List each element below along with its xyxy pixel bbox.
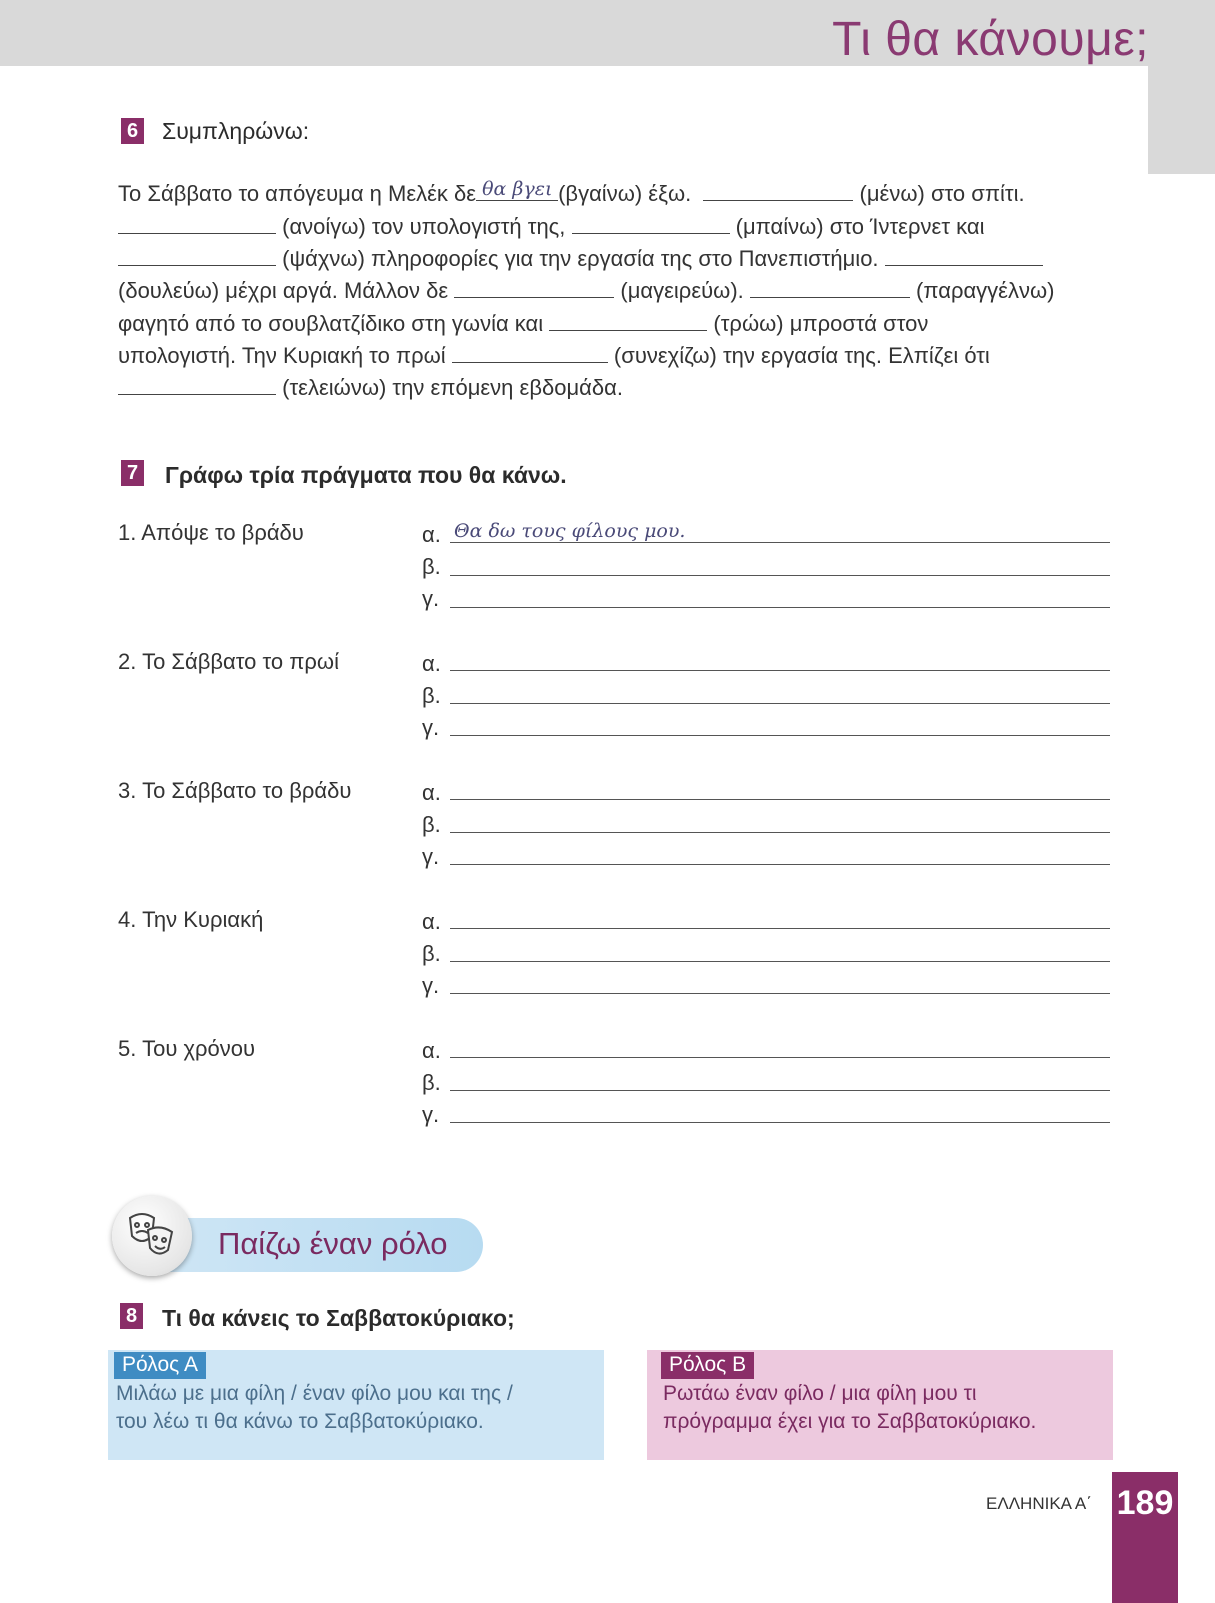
- text-segment: (μένω) στο σπίτι.: [859, 181, 1025, 206]
- option-label: α.: [422, 651, 441, 676]
- blank-field[interactable]: [703, 180, 853, 201]
- text-segment: (μπαίνω) στο Ίντερνετ και: [735, 214, 985, 239]
- fill-line-5: [118, 310, 928, 338]
- option-label: γ.: [422, 715, 440, 740]
- answer-line[interactable]: [450, 1035, 1110, 1058]
- text-segment: (ψάχνω) πληροφορίες για την εργασία της στο Πανεπιστήμιο.: [282, 246, 879, 271]
- fill-line-4: [118, 277, 1055, 305]
- role-a-line: του λέω τι θα κάνω το Σαββατοκύριακο.: [116, 1410, 484, 1433]
- header-side-tab: [1148, 66, 1215, 174]
- text-segment: (δουλεύω) μέχρι αργά. Μάλλον δε: [118, 278, 449, 303]
- answer-line[interactable]: [450, 1100, 1110, 1123]
- handwritten-answer: Θα δω τους φίλους μου.: [454, 520, 686, 542]
- blank-field[interactable]: [452, 342, 608, 363]
- exercise-6-heading: Συμπληρώνω:: [162, 118, 310, 144]
- blank-field[interactable]: [549, 310, 707, 331]
- answer-line[interactable]: [450, 1068, 1110, 1091]
- text-segment: (συνεχίζω) την εργασία της. Ελπίζει ότι: [613, 343, 990, 368]
- role-b-text: [663, 1380, 1036, 1436]
- role-b-card: [647, 1350, 1113, 1460]
- question-label: 1. Απόψε το βράδυ: [118, 520, 304, 545]
- exercise-7-badge: 7: [121, 460, 144, 486]
- role-b-tag: Ρόλος Β: [661, 1352, 754, 1379]
- role-a-line: Μιλάω με μια φίλη / έναν φίλο μου και της /: [116, 1382, 513, 1405]
- option-label: γ.: [422, 1102, 440, 1127]
- text-segment: (παραγγέλνω): [916, 278, 1055, 303]
- answer-line[interactable]: [450, 553, 1110, 576]
- role-b-line: πρόγραμμα έχει για το Σαββατοκύριακο.: [663, 1410, 1037, 1433]
- text-segment: (μαγειρεύω).: [620, 278, 744, 303]
- blank-field[interactable]: [118, 374, 276, 395]
- page-title: Τι θα κάνουμε;: [832, 13, 1149, 66]
- blank-field[interactable]: [454, 277, 614, 298]
- exercise-7-heading: Γράφω τρία πράγματα που θα κάνω.: [165, 462, 567, 488]
- text-segment: (ανοίγω) τον υπολογιστή της,: [282, 214, 566, 239]
- answer-line[interactable]: [450, 906, 1110, 929]
- exercise-8-heading: Τι θα κάνεις το Σαββατοκύριακο;: [162, 1305, 515, 1331]
- roleplay-title: Παίζω έναν ρόλο: [218, 1226, 448, 1261]
- text-segment: φαγητό από το σουβλατζίδικο στη γωνία και: [118, 311, 544, 336]
- answer-line[interactable]: [450, 713, 1110, 736]
- question-label: 3. Το Σάββατο το βράδυ: [118, 778, 352, 803]
- answer-line[interactable]: [450, 681, 1110, 704]
- exercise-8-badge: 8: [120, 1303, 143, 1329]
- role-a-card: [108, 1350, 604, 1460]
- blank-field[interactable]: [118, 245, 276, 266]
- text-segment: (τελειώνω) την επόμενη εβδομάδα.: [282, 375, 623, 400]
- answer-line[interactable]: [450, 810, 1110, 833]
- answer-line[interactable]: [450, 585, 1110, 608]
- option-label: β.: [422, 941, 441, 966]
- option-label: β.: [422, 1070, 441, 1095]
- option-label: α.: [422, 909, 441, 934]
- option-label: β.: [422, 683, 441, 708]
- text-segment: (τρώω) μπροστά στον: [713, 311, 929, 336]
- question-label: 2. Το Σάββατο το πρωί: [118, 649, 339, 674]
- handwritten-answer: θα βγει: [482, 178, 553, 200]
- option-label: α.: [422, 780, 441, 805]
- fill-line-2: [118, 213, 984, 241]
- book-title: ΕΛΛΗΝΙΚΑ Α΄: [986, 1494, 1092, 1513]
- answer-line[interactable]: [450, 842, 1110, 865]
- blank-field[interactable]: [750, 277, 910, 298]
- option-label: β.: [422, 812, 441, 837]
- blank-field[interactable]: [572, 213, 730, 234]
- question-label: 5. Του χρόνου: [118, 1036, 256, 1061]
- role-b-line: Ρωτάω έναν φίλο / μια φίλη μου τι: [663, 1382, 977, 1405]
- fill-line-1: [118, 180, 1025, 208]
- option-label: γ.: [422, 586, 440, 611]
- blank-field[interactable]: [118, 213, 276, 234]
- option-label: α.: [422, 1038, 441, 1063]
- theater-masks-icon: [112, 1196, 192, 1276]
- answer-line[interactable]: [450, 971, 1110, 994]
- fill-line-7: [118, 374, 623, 402]
- option-label: α.: [422, 522, 441, 547]
- exercise-6-badge: 6: [121, 118, 144, 144]
- text-segment: υπολογιστή. Την Κυριακή το πρωί: [118, 343, 446, 368]
- answer-line[interactable]: [450, 777, 1110, 800]
- answer-line[interactable]: [450, 939, 1110, 962]
- blank-field[interactable]: [885, 245, 1043, 266]
- fill-line-6: [118, 342, 990, 370]
- option-label: γ.: [422, 844, 440, 869]
- text-segment: (βγαίνω) έξω.: [558, 181, 692, 206]
- blank-field[interactable]: [476, 180, 558, 201]
- role-a-tag: Ρόλος Α: [114, 1352, 206, 1379]
- option-label: γ.: [422, 973, 440, 998]
- answer-line[interactable]: [450, 648, 1110, 671]
- role-a-text: [116, 1380, 513, 1436]
- question-label: 4. Την Κυριακή: [118, 907, 264, 932]
- text-segment: Το Σάββατο το απόγευμα η Μελέκ δε: [118, 181, 477, 206]
- option-label: β.: [422, 554, 441, 579]
- answer-line[interactable]: [450, 520, 1110, 543]
- page-number: 189: [1116, 1484, 1174, 1522]
- fill-line-3: [118, 245, 1043, 273]
